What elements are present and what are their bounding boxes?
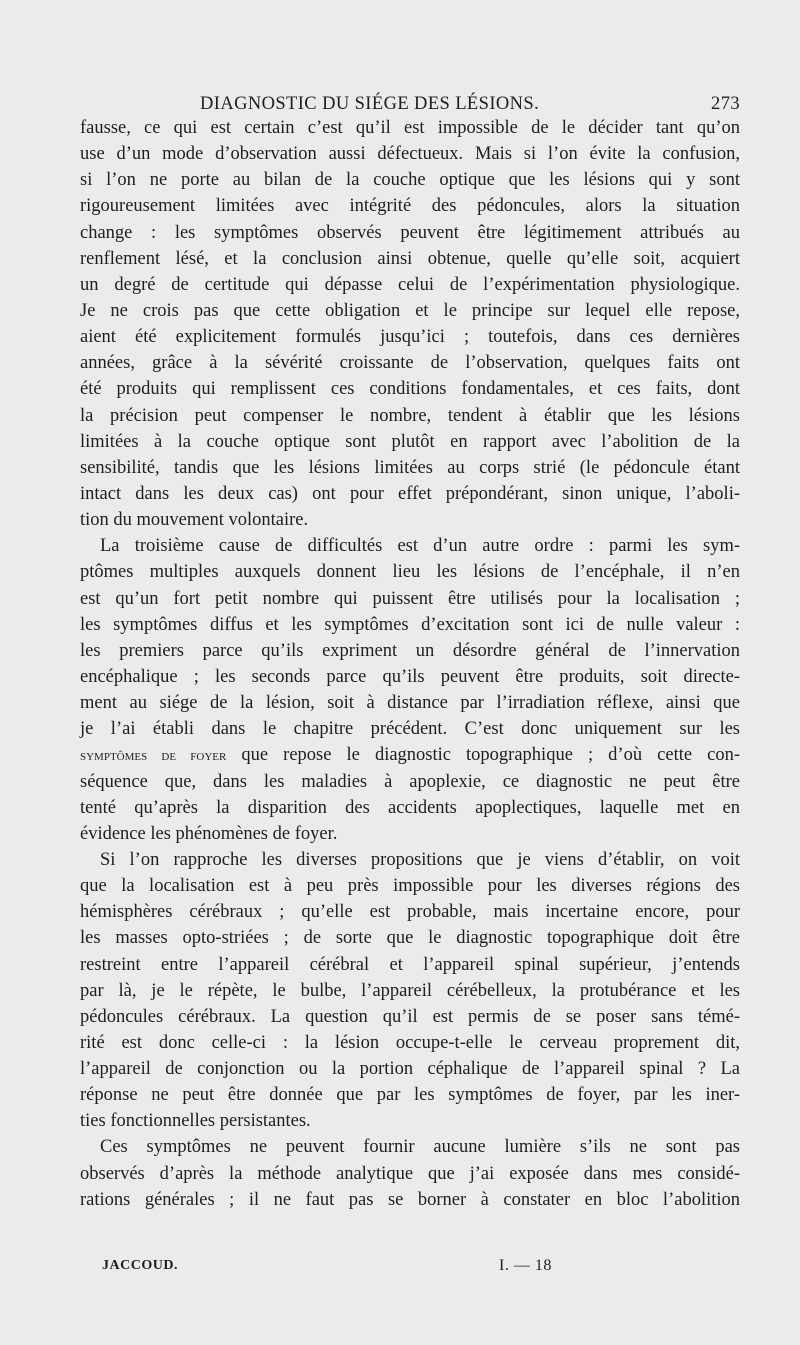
text-line: ties fonctionnelles persistantes. (80, 1111, 311, 1132)
text-line: rité est donc celle-ci : la lésion occupe-t-elle le cerveau proprement dit, (80, 1032, 740, 1053)
signature-mark: I. — 18 (499, 1257, 552, 1274)
text-line: par là, je le répète, le bulbe, l’appareil cérébelleux, la protubérance et les (80, 980, 740, 1001)
text-line: ment au siége de la lésion, soit à distance par l’irradiation réflexe, ainsi que (80, 693, 740, 714)
text-line: tenté qu’après la disparition des accidents apoplectiques, laquelle met en (80, 797, 740, 818)
text-line: hémisphères cérébraux ; qu’elle est probable, mais incertaine encore, pour (80, 902, 740, 923)
body-text (80, 115, 740, 1213)
text-line: rations générales ; il ne faut pas se borner à constater en bloc l’abolition (80, 1189, 740, 1210)
small-caps-phrase: symptômes de foyer (80, 748, 227, 765)
text-line: change : les symptômes observés peuvent être légitimement attribués au (80, 222, 740, 243)
text-line: La troisième cause de difficultés est d’un autre ordre : parmi les sym- (100, 536, 740, 557)
text-line: séquence que, dans les maladies à apoplexie, ce diagnostic ne peut être (80, 771, 740, 792)
text-line: observés d’après la méthode analytique que j’ai exposée dans mes considé- (80, 1163, 740, 1184)
text-line: je l’ai établi dans le chapitre précédent. C’est donc uniquement sur les (80, 719, 740, 740)
text-line: Je ne crois pas que cette obligation et le principe sur lequel elle repose, (80, 300, 740, 321)
text-line: été produits qui remplissent ces conditions fondamentales, et ces faits, dont (80, 379, 740, 400)
text-line-rest: que repose le diagnostic topographique ; d’où cette con- (226, 745, 740, 766)
page-number: 273 (711, 94, 740, 114)
text-line: Si l’on rapproche les diverses propositions que je viens d’établir, on voit (100, 849, 740, 870)
text-line: est qu’un fort petit nombre qui puissent être utilisés pour la localisation ; (80, 588, 740, 609)
text-line: la précision peut compenser le nombre, tendent à établir que les lésions (80, 405, 740, 426)
text-line: les masses opto-striées ; de sorte que le diagnostic topographique doit être (80, 928, 740, 949)
text-line: sensibilité, tandis que les lésions limitées au corps strié (le pédoncule étant (80, 457, 740, 478)
text-line: renflement lésé, et la conclusion ainsi obtenue, quelle qu’elle soit, acquiert (80, 248, 740, 269)
text-line: rigoureusement limitées avec intégrité des pédoncules, alors la situation (80, 196, 740, 217)
text-line: restreint entre l’appareil cérébral et l’appareil spinal supérieur, j’entends (80, 954, 740, 975)
text-line: aient été explicitement formulés jusqu’ici ; toutefois, dans ces dernières (80, 327, 740, 348)
text-line-mixed (80, 742, 740, 768)
text-line: tion du mouvement volontaire. (80, 510, 309, 531)
text-line: l’appareil de conjonction ou la portion céphalique de l’appareil spinal ? La (80, 1059, 740, 1080)
text-line: années, grâce à la sévérité croissante de l’observation, quelques faits ont (80, 353, 740, 374)
text-line: que la localisation est à peu près impossible pour les diverses régions des (80, 876, 740, 897)
text-line: évidence les phénomènes de foyer. (80, 823, 338, 844)
text-line: les premiers parce qu’ils expriment un désordre général de l’innervation (80, 640, 740, 661)
author-name: JACCOUD. (102, 1258, 178, 1273)
running-title: DIAGNOSTIC DU SIÉGE DES LÉSIONS. (200, 94, 540, 114)
text-line: les symptômes diffus et les symptômes d’excitation sont ici de nulle valeur : (80, 614, 740, 635)
text-line: use d’un mode d’observation aussi défectueux. Mais si l’on évite la confusion, (80, 144, 740, 165)
text-line: intact dans les deux cas) ont pour effet prépondérant, sinon unique, l’aboli- (80, 483, 740, 504)
text-line: encéphalique ; les seconds parce qu’ils peuvent être produits, soit directe- (80, 666, 740, 687)
text-line: réponse ne peut être donnée que par les symptômes de foyer, par les iner- (80, 1085, 740, 1106)
text-line: limitées à la couche optique sont plutôt en rapport avec l’abolition de la (80, 431, 740, 452)
text-line: ptômes multiples auxquels donnent lieu les lésions de l’encéphale, il n’en (80, 562, 740, 583)
text-line: Ces symptômes ne peuvent fournir aucune lumière s’ils ne sont pas (100, 1137, 740, 1158)
text-line: si l’on ne porte au bilan de la couche optique que les lésions qui y sont (80, 170, 740, 191)
text-line: fausse, ce qui est certain c’est qu’il est impossible de le décider tant qu’on (80, 118, 740, 138)
running-header (180, 92, 740, 116)
text-line: un degré de certitude qui dépasse celui de l’expérimentation physiologique. (80, 274, 740, 295)
text-line: pédoncules cérébraux. La question qu’il est permis de se poser sans témé- (80, 1006, 740, 1027)
